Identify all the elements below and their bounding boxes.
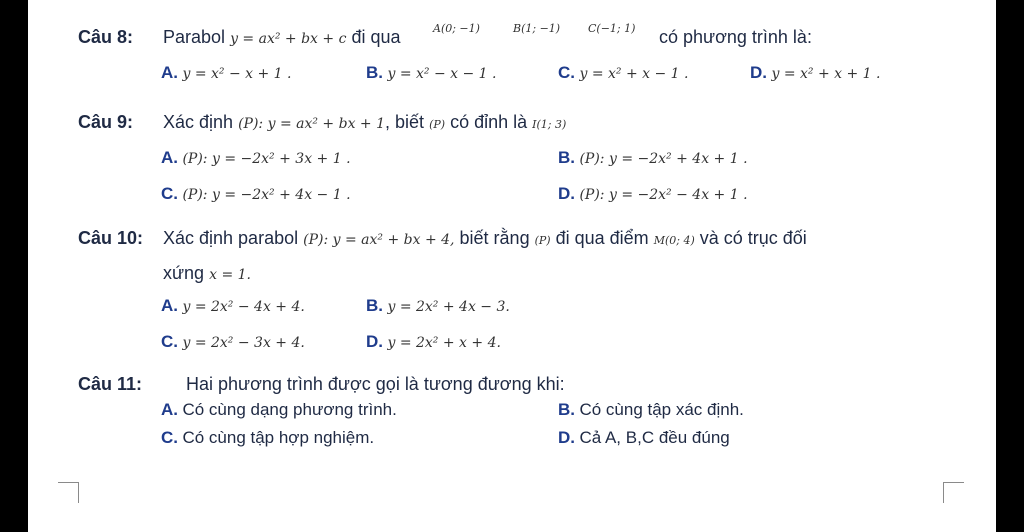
question-text xyxy=(163,112,566,133)
option-letter: B. xyxy=(366,63,383,82)
question-label: Câu 10: xyxy=(78,228,144,248)
question-text-part: biết rằng xyxy=(459,228,530,248)
option-letter: D. xyxy=(558,428,575,447)
option-letter: A. xyxy=(161,63,178,82)
question-text-part: đi qua điểm xyxy=(555,228,649,248)
option-d[interactable] xyxy=(558,184,748,204)
option-text: (P): y = −2x² + 3x + 1 . xyxy=(182,151,351,167)
option-text: y = 2x² + x + 4. xyxy=(387,335,501,351)
page-corner-mark-right xyxy=(943,482,964,503)
question-label: Câu 9: xyxy=(78,112,134,132)
question-text-part: , biết xyxy=(385,112,425,132)
option-a[interactable] xyxy=(161,296,305,316)
option-b[interactable] xyxy=(558,400,744,420)
option-text: y = 2x² − 4x + 4. xyxy=(182,299,305,315)
option-text: Có cùng dạng phương trình. xyxy=(182,400,397,419)
option-letter: D. xyxy=(366,332,383,351)
option-c[interactable] xyxy=(161,332,305,352)
option-b[interactable] xyxy=(558,148,748,168)
option-b[interactable] xyxy=(366,63,496,83)
option-b[interactable] xyxy=(366,296,510,316)
option-text: (P): y = −2x² − 4x + 1 . xyxy=(579,187,748,203)
question-text-part: Xác định xyxy=(163,112,234,132)
option-letter: C. xyxy=(161,184,178,203)
option-letter: B. xyxy=(366,296,383,315)
option-c[interactable] xyxy=(161,184,351,204)
question-text-part: có đỉnh là xyxy=(450,112,528,132)
option-letter: D. xyxy=(750,63,767,82)
page-corner-mark-left xyxy=(58,482,79,503)
option-text: (P): y = −2x² + 4x − 1 . xyxy=(182,187,351,203)
equation: (P): y = ax² + bx + 1 xyxy=(238,116,386,132)
option-a[interactable] xyxy=(161,63,291,83)
option-letter: A. xyxy=(161,400,178,419)
parabol-symbol: (P) xyxy=(429,118,446,131)
question-text-part: có phương trình là: xyxy=(659,27,812,47)
question-text xyxy=(163,27,400,48)
question-text-part: đi qua xyxy=(351,27,401,47)
option-a[interactable] xyxy=(161,400,397,420)
equation: (P): y = ax² + bx + 4, xyxy=(303,232,455,248)
point-c: C(−1; 1) xyxy=(588,22,636,35)
parabol-symbol: (P) xyxy=(534,234,551,247)
option-text: y = x² + x + 1 . xyxy=(771,66,881,82)
question-label: Câu 8: xyxy=(78,27,134,47)
option-text: y = x² + x − 1 . xyxy=(579,66,689,82)
question-text-part: Xác định parabol xyxy=(163,228,299,248)
option-letter: D. xyxy=(558,184,575,203)
option-a[interactable] xyxy=(161,148,351,168)
option-letter: C. xyxy=(161,428,178,447)
question-text xyxy=(163,228,807,249)
option-letter: A. xyxy=(161,148,178,167)
option-letter: C. xyxy=(558,63,575,82)
question-text-part: và có trục đối xyxy=(699,228,807,248)
option-text: Có cùng tập hợp nghiệm. xyxy=(182,428,375,447)
question-text-line2 xyxy=(163,263,251,284)
option-text: y = x² − x + 1 . xyxy=(182,66,292,82)
option-letter: C. xyxy=(161,332,178,351)
option-letter: B. xyxy=(558,400,575,419)
option-text: y = x² − x − 1 . xyxy=(387,66,497,82)
option-c[interactable] xyxy=(558,63,688,83)
option-d[interactable] xyxy=(558,428,730,448)
option-text: y = 2x² + 4x − 3. xyxy=(387,299,510,315)
option-text: Có cùng tập xác định. xyxy=(579,400,744,419)
question-text: Hai phương trình được gọi là tương đương khi: xyxy=(186,374,565,394)
option-text: y = 2x² − 3x + 4. xyxy=(182,335,305,351)
equation: x = 1. xyxy=(209,267,251,283)
question-label: Câu 11: xyxy=(78,374,143,394)
point-a: A(0; −1) xyxy=(433,22,480,35)
option-text: Cả A, B,C đều đúng xyxy=(579,428,730,447)
document-page xyxy=(28,0,996,532)
option-d[interactable] xyxy=(366,332,501,352)
option-c[interactable] xyxy=(161,428,374,448)
equation: y = ax² + bx + c xyxy=(230,31,347,47)
vertex-point: I(1; 3) xyxy=(532,118,567,131)
point-m: M(0; 4) xyxy=(653,234,695,247)
option-letter: B. xyxy=(558,148,575,167)
point-b: B(1; −1) xyxy=(513,22,561,35)
question-text-part: Parabol xyxy=(163,27,226,47)
question-text-part: xứng xyxy=(163,263,205,283)
option-text: (P): y = −2x² + 4x + 1 . xyxy=(579,151,748,167)
option-d[interactable] xyxy=(750,63,880,83)
option-letter: A. xyxy=(161,296,178,315)
